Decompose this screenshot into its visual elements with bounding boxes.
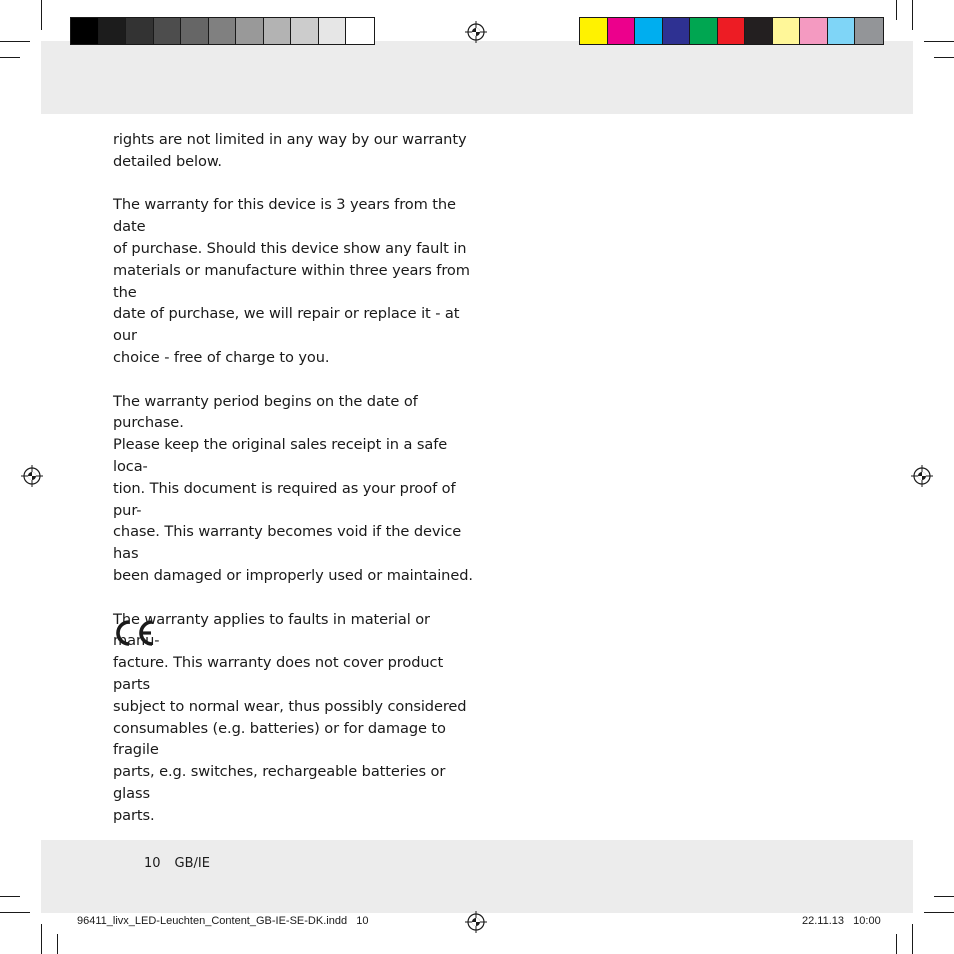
paragraph: The warranty for this device is 3 years from the date of purchase. Should this device show any fault in materials or manufacture within three years from the date of purchase, we will repair or replace it - at our choice - free of charge to you.	[113, 196, 470, 366]
grayscale-color-bar	[70, 17, 375, 45]
crop-mark	[0, 912, 30, 913]
crop-mark	[57, 934, 58, 954]
crop-mark	[934, 57, 954, 58]
header-band	[41, 41, 913, 114]
color-swatch	[209, 18, 237, 44]
color-swatch	[181, 18, 209, 44]
color-swatch	[608, 18, 636, 44]
color-swatch	[319, 18, 347, 44]
registration-mark-icon	[465, 911, 487, 933]
color-swatch	[346, 18, 374, 44]
process-color-bar	[579, 17, 884, 45]
registration-mark-icon	[465, 21, 487, 43]
color-swatch	[154, 18, 182, 44]
warranty-text	[113, 129, 473, 848]
color-swatch	[663, 18, 691, 44]
crop-mark	[896, 934, 897, 954]
color-swatch	[718, 18, 746, 44]
color-swatch	[264, 18, 292, 44]
color-swatch	[291, 18, 319, 44]
paragraph: rights are not limited in any way by our warranty detailed below.	[113, 131, 467, 170]
registration-mark-icon	[21, 465, 43, 487]
paragraph: The warranty period begins on the date of purchase. Please keep the original sales receipt in a safe loca- tion. This document is required as your proof of pur- chase. This warranty becomes void if the device has been damaged or improperly used or maintained.	[113, 392, 473, 584]
crop-mark	[912, 924, 913, 954]
crop-mark	[0, 41, 30, 42]
color-swatch	[773, 18, 801, 44]
color-swatch	[99, 18, 127, 44]
language-code: GB/IE	[174, 856, 210, 871]
footer-band	[41, 840, 913, 913]
color-swatch	[690, 18, 718, 44]
color-swatch	[745, 18, 773, 44]
crop-mark	[41, 924, 42, 954]
crop-mark	[0, 57, 20, 58]
crop-mark	[934, 896, 954, 897]
crop-mark	[924, 912, 954, 913]
color-swatch	[855, 18, 883, 44]
crop-mark	[924, 41, 954, 42]
color-swatch	[71, 18, 99, 44]
crop-mark	[912, 0, 913, 30]
crop-mark	[896, 0, 897, 20]
crop-mark	[41, 0, 42, 30]
color-swatch	[635, 18, 663, 44]
ce-mark-icon	[112, 618, 156, 648]
slug-filename: 96411_livx_LED-Leuchten_Content_GB-IE-SE-DK.indd 10	[77, 915, 369, 927]
color-swatch	[126, 18, 154, 44]
color-swatch	[236, 18, 264, 44]
paragraph: The warranty applies to faults in material or manu- facture. This warranty does not cover product parts subject to normal wear, thus possibly considered consumables (e.g. batteries) or for damage to fragile parts, e.g. switches, rechargeable batteries or glass parts.	[113, 610, 467, 824]
crop-mark	[0, 896, 20, 897]
color-swatch	[800, 18, 828, 44]
color-swatch	[580, 18, 608, 44]
slug-datetime: 22.11.13 10:00	[802, 915, 881, 927]
page-number: 10	[144, 856, 161, 871]
registration-mark-icon	[911, 465, 933, 487]
color-swatch	[828, 18, 856, 44]
page-footer	[144, 856, 210, 871]
